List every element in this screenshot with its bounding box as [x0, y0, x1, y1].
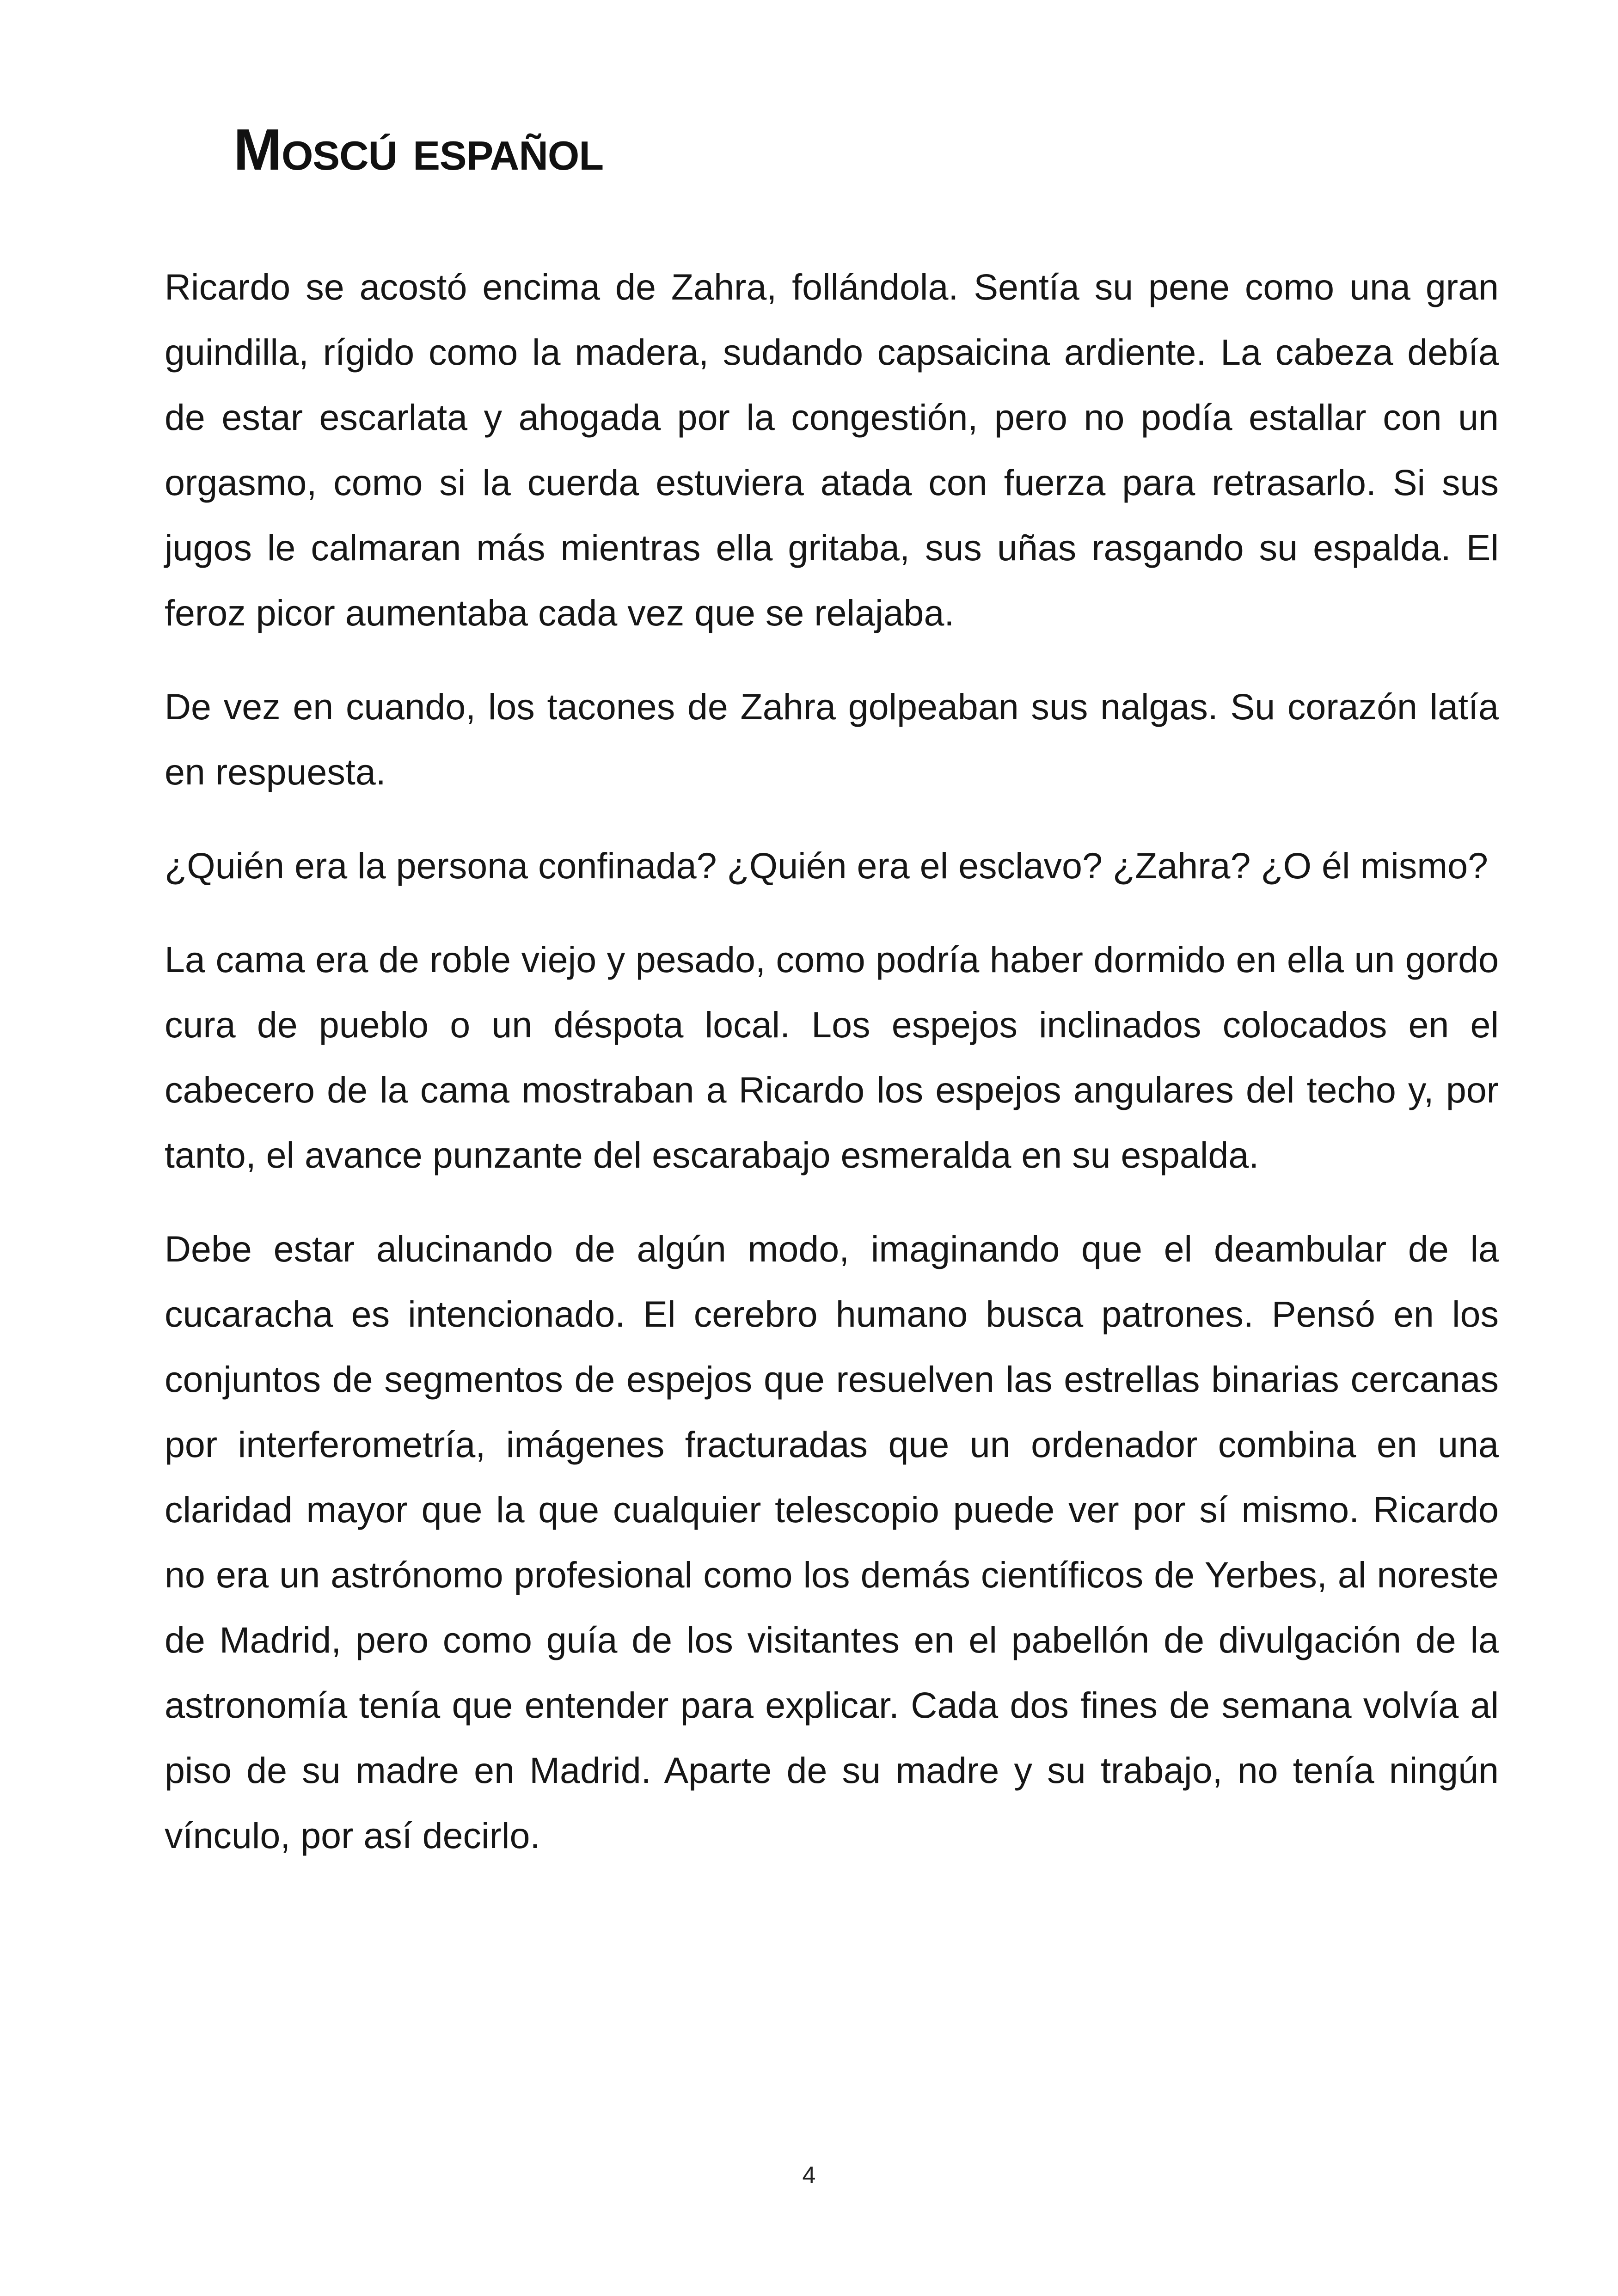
- chapter-title: Moscú español: [233, 117, 604, 182]
- body-text: [165, 254, 1499, 1897]
- paragraph: Debe estar alucinando de algún modo, imaginando que el deambular de la cucaracha es intencionado. El cerebro humano busca patrones. Pensó en los conjuntos de segmentos de espejos que resuelven las estrellas binarias cercanas por interferometría, imágenes fracturadas que un ordenador combina en una claridad mayor que la que cualquier telescopio puede ver por sí mismo. Ricardo no era un astrónomo profesional como los demás científicos de Yerbes, al noreste de Madrid, pero como guía de los visitantes en el pabellón de divulgación de la astronomía tenía que entender para explicar. Cada dos fines de semana volvía al piso de su madre en Madrid. Aparte de su madre y su trabajo, no tenía ningún vínculo, por así decirlo.: [165, 1228, 1499, 1856]
- paragraph: Ricardo se acostó encima de Zahra, follándola. Sentía su pene como una gran guindilla, rígido como la madera, sudando capsaicina ardiente. La cabeza debía de estar escarlata y ahogada por la congestión, pero no podía estallar con un orgasmo, como si la cuerda estuviera atada con fuerza para retrasarlo. Si sus jugos le calmaran más mientras ella gritaba, sus uñas rasgando su espalda. El feroz picor aumentaba cada vez que se relajaba.: [165, 266, 1499, 633]
- paragraph: ¿Quién era la persona confinada? ¿Quién era el esclavo? ¿Zahra? ¿O él mismo?: [165, 845, 1488, 886]
- page-number: 4: [802, 2162, 816, 2189]
- paragraph: De vez en cuando, los tacones de Zahra golpeaban sus nalgas. Su corazón latía en respuesta.: [165, 686, 1499, 792]
- paragraph: La cama era de roble viejo y pesado, como podría haber dormido en ella un gordo cura de pueblo o un déspota local. Los espejos inclinados colocados en el cabecero de la cama mostraban a Ricardo los espejos angulares del techo y, por tanto, el avance punzante del escarabajo esmeralda en su espalda.: [165, 939, 1499, 1176]
